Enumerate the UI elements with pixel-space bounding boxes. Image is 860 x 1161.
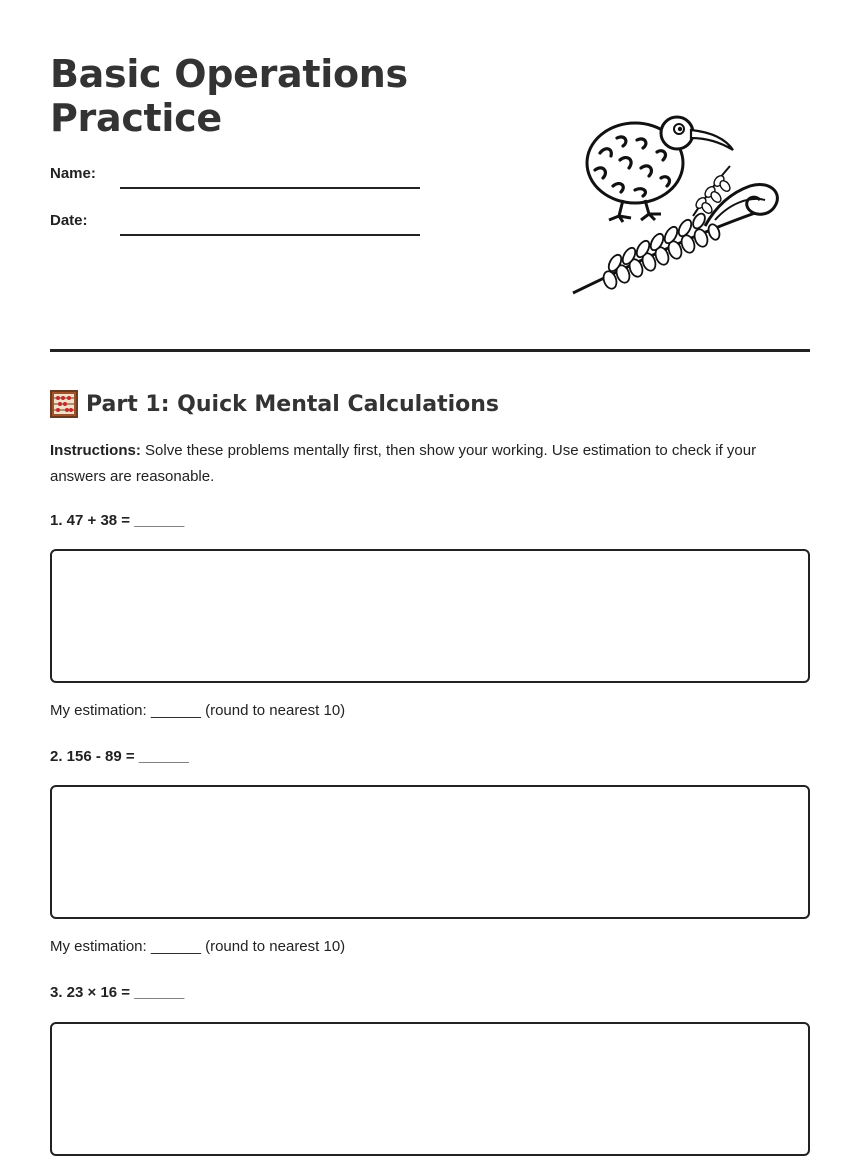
abacus-icon <box>50 390 78 418</box>
date-field-row <box>50 212 420 236</box>
problem-2-estimation: My estimation: ______ (round to nearest 10) <box>50 938 346 955</box>
name-field-row <box>50 165 420 189</box>
problem-3-work-box[interactable] <box>50 1022 810 1156</box>
problem-3-label: 3. 23 × 16 = ______ <box>50 984 185 1001</box>
problem-1-estimation: My estimation: ______ (round to nearest 10) <box>50 702 346 719</box>
kiwi-bird-and-fern-illustration <box>565 108 790 303</box>
instructions-label: Instructions: <box>50 442 141 459</box>
section-divider <box>50 349 810 352</box>
page-title <box>50 52 470 140</box>
problem-1-label: 1. 47 + 38 = ______ <box>50 512 185 529</box>
problem-2-label: 2. 156 - 89 = ______ <box>50 748 189 765</box>
date-label: Date: <box>50 212 88 229</box>
instructions <box>50 438 810 490</box>
section-heading <box>50 388 499 420</box>
instructions-text: Solve these problems mentally first, then show your working. Use estimation to check if your answers are reasonable. <box>50 442 757 485</box>
page-title-line-1: Basic Operations <box>50 52 408 96</box>
problem-1-work-box[interactable] <box>50 549 810 683</box>
name-field[interactable] <box>120 187 420 189</box>
problem-2-work-box[interactable] <box>50 785 810 919</box>
name-label: Name: <box>50 165 96 182</box>
page-title-line-2: Practice <box>50 96 222 140</box>
date-field[interactable] <box>120 234 420 236</box>
section-title: Part 1: Quick Mental Calculations <box>86 391 499 417</box>
